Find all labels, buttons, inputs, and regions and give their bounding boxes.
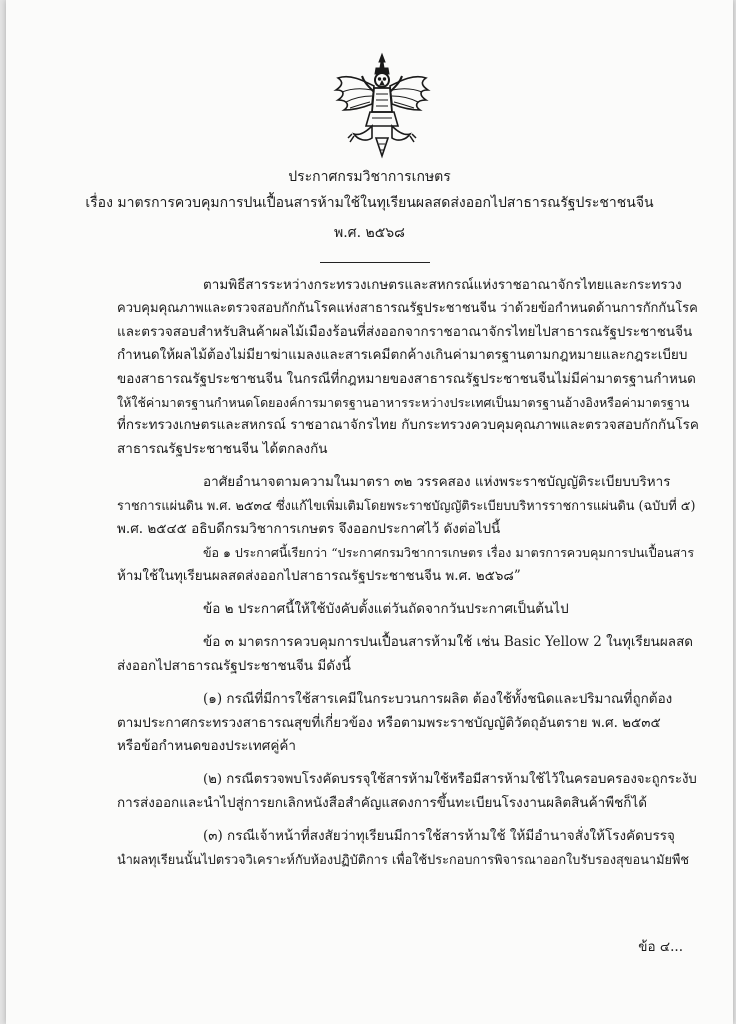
text-line: ของสาธารณรัฐประชาชนจีน ในกรณีที่กฎหมายของสาธารณรัฐประชาชนจีนไม่มีค่ามาตรฐานกำหนด bbox=[117, 370, 696, 387]
text-line: พ.ศ. ๒๕๔๕ อธิบดีกรมวิชาการเกษตร จึงออกประกาศไว้ ดังต่อไปนี้ bbox=[117, 520, 501, 537]
text-line: ส่งออกไปสาธารณรัฐประชาชนจีน มีดังนี้ bbox=[117, 657, 351, 674]
text-line: นำผลทุเรียนนั้นไปตรวจวิเคราะห์กับห้องปฏิบัติการ เพื่อใช้ประกอบการพิจารณาออกใบรับรองสุขอนามัยพืช bbox=[117, 852, 690, 868]
text-line: ตามพิธีสารระหว่างกระทรวงเกษตรและสหกรณ์แห่งราชอาณาจักรไทยและกระทรวง bbox=[203, 277, 682, 293]
paragraph-item-1 bbox=[117, 688, 699, 758]
text-line: (๑) กรณีที่มีการใช้สารเคมีในกระบวนการผลิต ต้องใช้ทั้งชนิดและปริมาณที่ถูกต้อง bbox=[203, 691, 673, 708]
text-line: ควบคุมคุณภาพและตรวจสอบกักกันโรคแห่งสาธารณรัฐประชาชนจีน ว่าด้วยข้อกำหนดด้านการกักกันโรค bbox=[117, 301, 698, 317]
paragraph-clause-1 bbox=[117, 541, 699, 588]
year-title: พ.ศ. ๒๕๖๘ bbox=[334, 225, 405, 241]
issuer-title: ประกาศกรมวิชาการเกษตร bbox=[288, 169, 451, 185]
text-line: ข้อ ๓ มาตรการควบคุมการปนเปื้อนสารห้ามใช้ เช่น Basic Yellow 2 ในทุเรียนผลสด bbox=[203, 634, 694, 651]
document-page bbox=[6, 0, 733, 1024]
text-line: หรือข้อกำหนดของประเทศคู่ค้า bbox=[117, 738, 296, 755]
text-line: ห้ามใช้ในทุเรียนผลสดส่งออกไปสาธารณรัฐประชาชนจีน พ.ศ. ๒๕๖๘” bbox=[117, 567, 521, 584]
text-line: ให้ใช้ค่ามาตรฐานกำหนดโดยองค์การมาตรฐานอาหารระหว่างประเทศเป็นมาตรฐานอ้างอิงหรือค่ามาตรฐาน bbox=[117, 394, 690, 410]
paragraph-item-2 bbox=[117, 768, 699, 815]
text-line: ตามประกาศกระทรวงสาธารณสุขที่เกี่ยวข้อง หรือตามพระราชบัญญัติวัตถุอันตราย พ.ศ. ๒๕๓๕ bbox=[117, 714, 661, 731]
text-line: ข้อ ๒ ประกาศนี้ให้ใช้บังคับตั้งแต่วันถัดจากวันประกาศเป็นต้นไป bbox=[203, 601, 569, 618]
paragraph-authority bbox=[117, 471, 699, 541]
header-divider bbox=[320, 262, 430, 263]
garuda-emblem-icon bbox=[332, 52, 432, 162]
text-line: การส่งออกและนำไปสู่การยกเลิกหนังสือสำคัญแสดงการขึ้นทะเบียนโรงงานผลิตสินค้าพืชก็ได้ bbox=[117, 794, 647, 811]
text-line: ราชการแผ่นดิน พ.ศ. ๒๕๓๔ ซึ่งแก้ไขเพิ่มเติมโดยพระราชบัญญัติระเบียบบริหารราชการแผ่นดิน (ฉบับที่ ๕) bbox=[117, 498, 696, 514]
text-line: กำหนดให้ผลไม้ต้องไม่มียาฆ่าแมลงและสารเคมีตกค้างเกินค่ามาตรฐานตามกฎหมายและกฎระเบียบ bbox=[117, 347, 688, 364]
text-line: (๓) กรณีเจ้าหน้าที่สงสัยว่าทุเรียนมีการใช้สารห้ามใช้ ให้มีอำนาจสั่งให้โรงคัดบรรจุ bbox=[203, 828, 675, 845]
paragraph-protocol bbox=[117, 274, 699, 461]
subject-title: เรื่อง มาตรการควบคุมการปนเปื้อนสารห้ามใช้ในทุเรียนผลสดส่งออกไปสาธารณรัฐประชาชนจีน bbox=[85, 195, 654, 211]
text-line: และตรวจสอบสำหรับสินค้าผลไม้เมืองร้อนที่ส่งออกจากราชอาณาจักรไทยไปสาธารณรัฐประชาชนจีน bbox=[117, 323, 693, 340]
paragraph-clause-3 bbox=[117, 631, 699, 678]
text-line: สาธารณรัฐประชาชนจีน ได้ตกลงกัน bbox=[117, 440, 328, 457]
continuation-marker: ข้อ ๔... bbox=[638, 939, 683, 955]
text-line: ข้อ ๑ ประกาศนี้เรียกว่า “ประกาศกรมวิชาการเกษตร เรื่อง มาตรการควบคุมการปนเปื้อนสาร bbox=[203, 545, 695, 561]
paragraph-clause-2 bbox=[117, 598, 699, 621]
document-body bbox=[117, 274, 699, 872]
text-line: ที่กระทรวงเกษตรและสหกรณ์ ราชอาณาจักรไทย กับกระทรวงควบคุมคุณภาพและตรวจสอบกักกันโรค bbox=[117, 417, 699, 434]
text-line: (๒) กรณีตรวจพบโรงคัดบรรจุใช้สารห้ามใช้หรือมีสารห้ามใช้ไว้ในครอบครองจะถูกระงับ bbox=[203, 772, 697, 788]
paragraph-item-3 bbox=[117, 825, 699, 872]
text-line: อาศัยอำนาจตามความในมาตรา ๓๒ วรรคสอง แห่งพระราชบัญญัติระเบียบบริหาร bbox=[203, 474, 671, 491]
